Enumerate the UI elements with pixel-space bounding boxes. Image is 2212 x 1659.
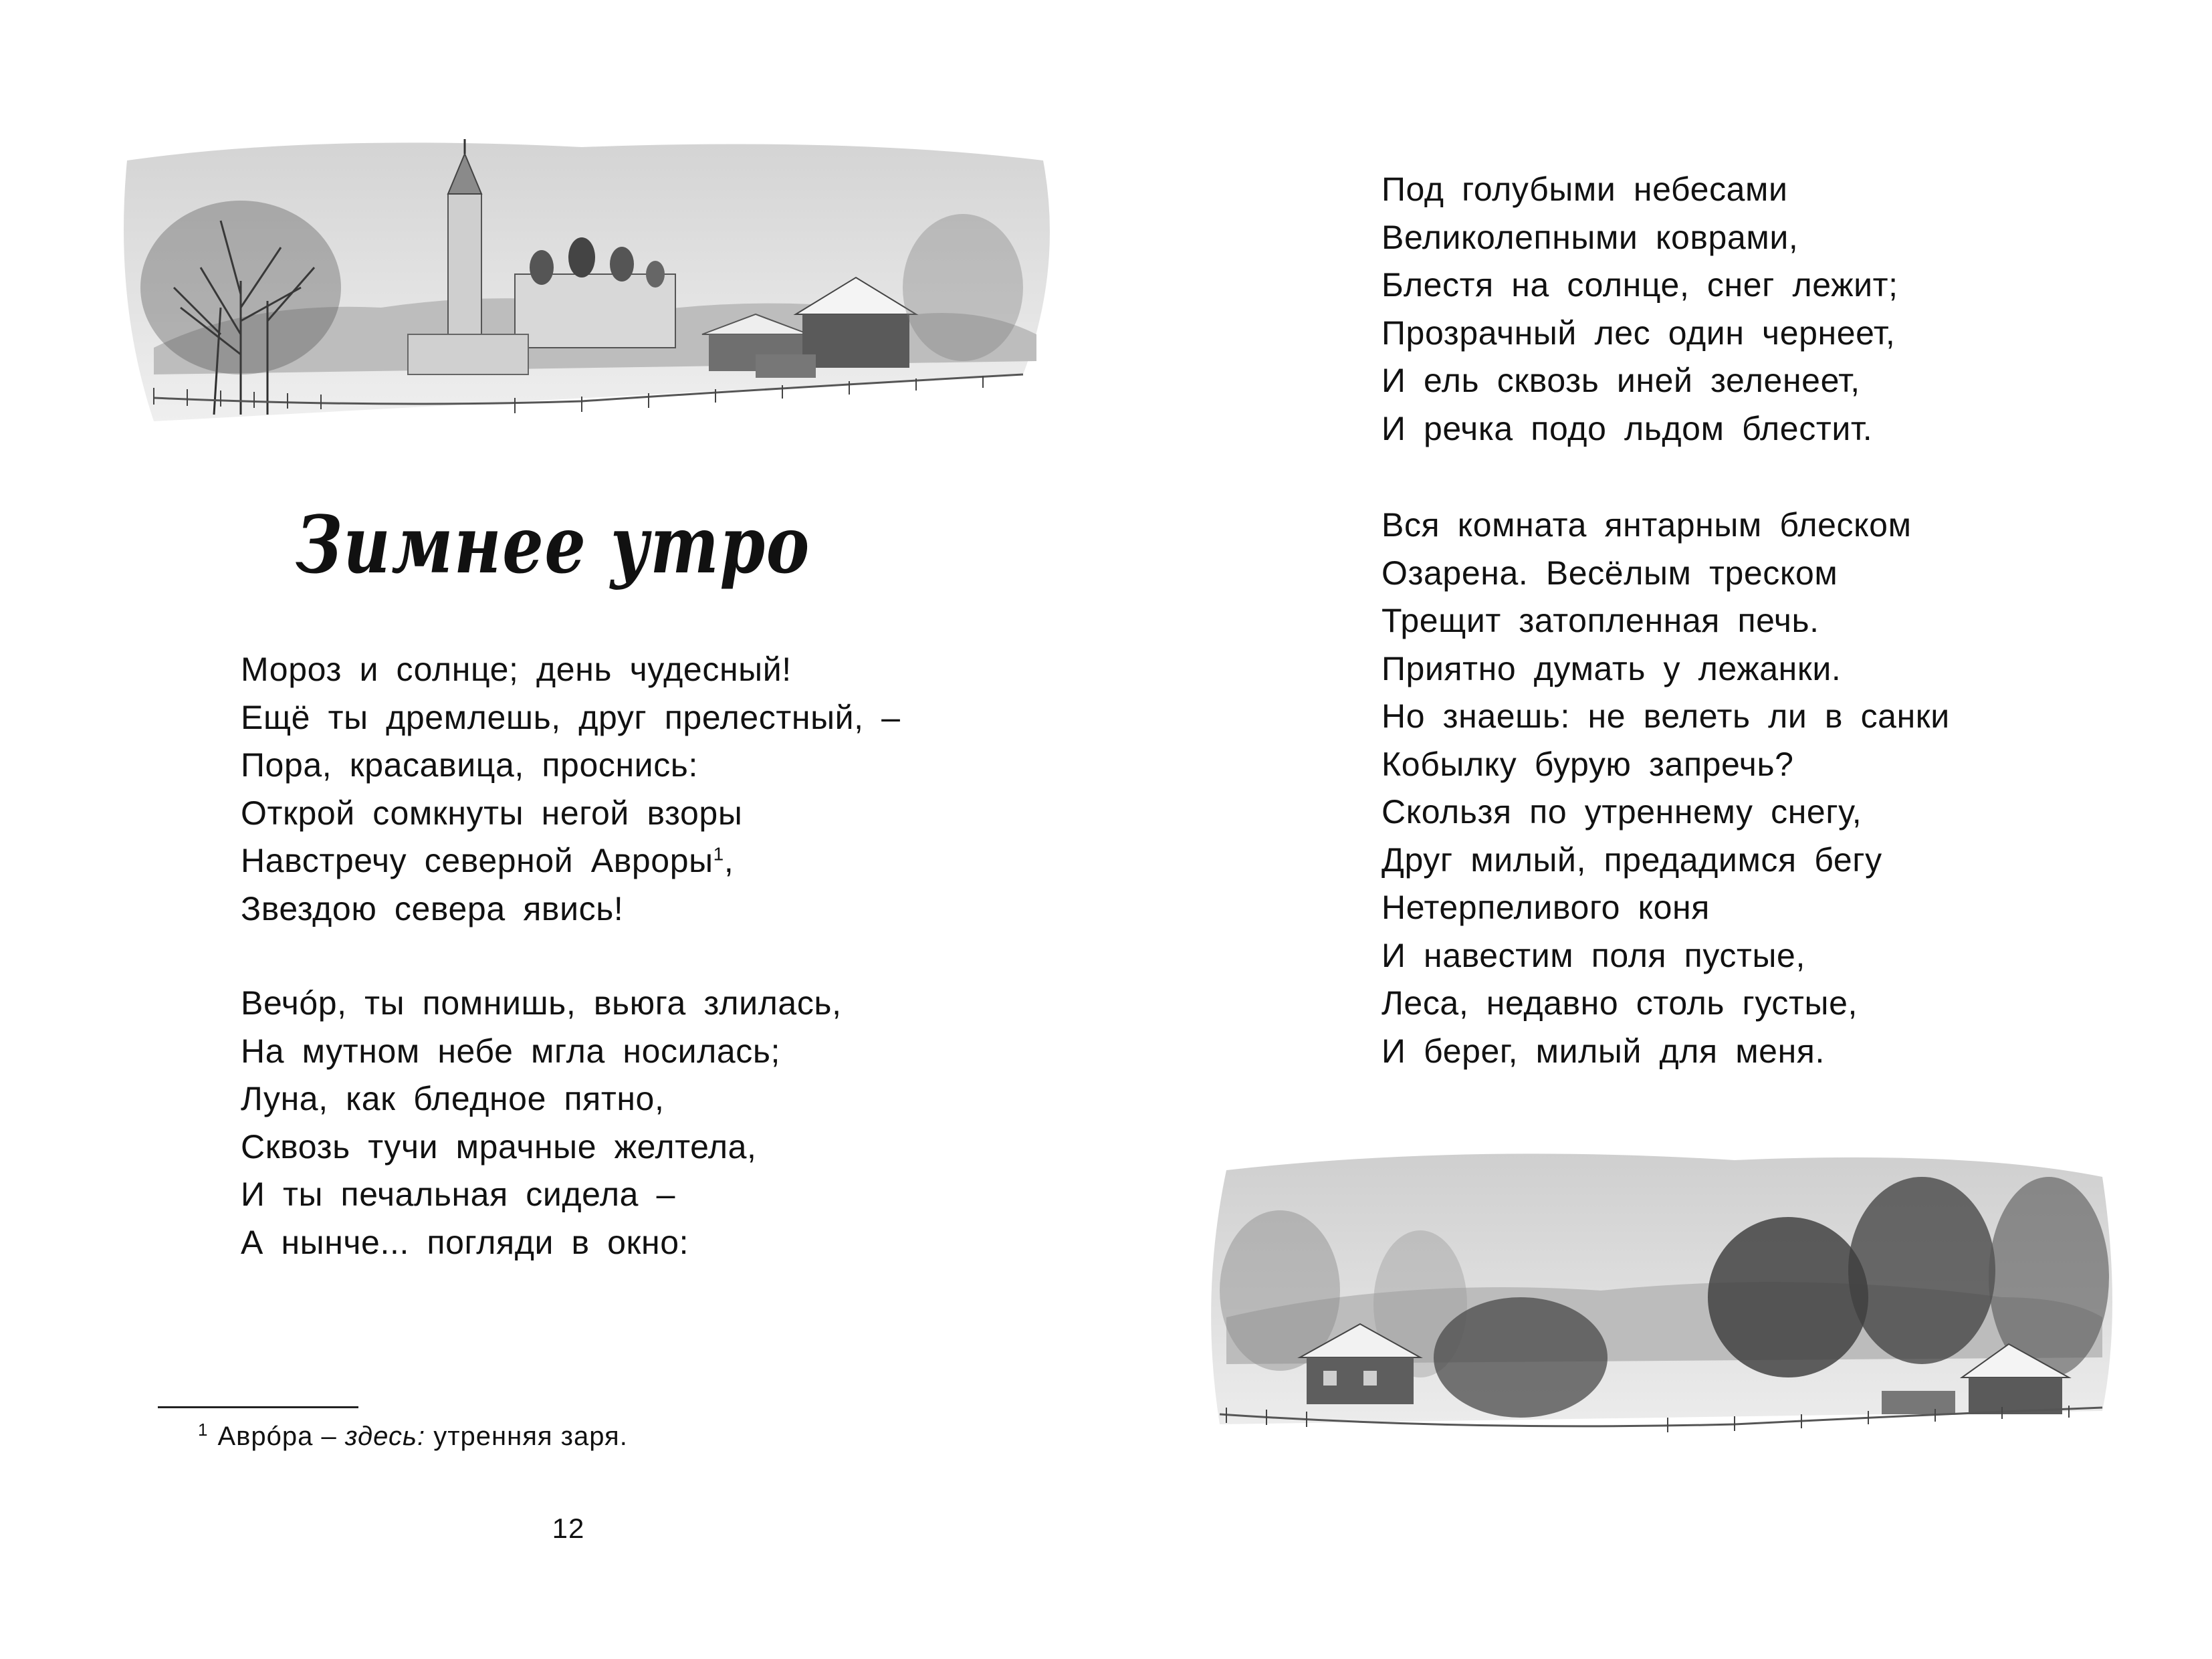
stanza-2-line-5: И ты печальная сидела –: [241, 1176, 675, 1213]
footnote-divider: [158, 1406, 358, 1408]
stanza-2-line-2: На мутном небе мгла носилась;: [241, 1032, 781, 1070]
stanza-2-line-6: А нынче... погляди в окно:: [241, 1223, 689, 1261]
stanza-1-line-4: Открой сомкнуты негой взоры: [241, 794, 743, 832]
stanza-4: [1381, 502, 1950, 1075]
stanza-4-line-3: Трещит затопленная печь.: [1381, 602, 1819, 639]
page-number: 12: [552, 1513, 585, 1544]
stanza-2-line-1: Вечóр, ты помнишь, вьюга злилась,: [241, 984, 842, 1022]
stanza-4-line-9: Нетерпеливого коня: [1381, 889, 1710, 926]
footnote: [198, 1416, 628, 1456]
winter-houses-drawing: [1200, 1143, 2122, 1471]
stanza-1-line-5-text: Навстречу северной Авроры: [241, 842, 713, 879]
stanza-4-line-6: Кобылку бурую запречь?: [1381, 745, 1794, 783]
stanza-2-line-3: Луна, как бледное пятно,: [241, 1080, 665, 1117]
stanza-1: [241, 646, 901, 933]
stanza-1-line-6: Звездою севера явись!: [241, 889, 624, 927]
stanza-4-line-5: Но знаешь: не велеть ли в санки: [1381, 697, 1950, 735]
winter-village-church-drawing: [114, 134, 1063, 448]
stanza-1-line-3: Пора, красавица, проснись:: [241, 746, 698, 784]
stanza-1-line-1: Мороз и солнце; день чудесный!: [241, 651, 792, 688]
stanza-3-line-4: Прозрачный лес один чернеет,: [1381, 314, 1896, 352]
winter-village-church-illustration: [114, 134, 1063, 448]
stanza-3-line-2: Великолепными коврами,: [1381, 218, 1799, 256]
footnote-term: Аврóра: [217, 1422, 314, 1451]
footnote-text: утренняя заря.: [433, 1422, 628, 1451]
stanza-1-line-5: Навстречу северной Авроры$^1$,: [241, 842, 734, 879]
poem-title: Зимнее утро: [296, 498, 810, 591]
stanza-3-line-5: И ель сквозь иней зеленеет,: [1381, 362, 1860, 399]
stanza-2-line-4: Сквозь тучи мрачные желтела,: [241, 1127, 757, 1166]
stanza-3-line-1: Под голубыми небесами: [1381, 171, 1788, 208]
footnote-dash: –: [321, 1422, 337, 1451]
footnote-label: здесь:: [344, 1422, 426, 1451]
stanza-3: [1381, 166, 1898, 453]
stanza-1-line-2: Ещё ты дремлешь, друг прелестный, –: [241, 698, 901, 736]
stanza-4-line-8: Друг милый, предадимся бегу: [1381, 841, 1882, 879]
right-page: [1106, 0, 2212, 1659]
stanza-4-line-7: Скользя по утреннему снегу,: [1381, 793, 1862, 831]
stanza-3-line-3: Блестя на солнце, снег лежит;: [1381, 266, 1898, 304]
stanza-4-line-12: И берег, милый для меня.: [1381, 1032, 1825, 1070]
stanza-4-line-4: Приятно думать у лежанки.: [1381, 649, 1842, 687]
stanza-4-line-11: Леса, недавно столь густые,: [1381, 984, 1858, 1022]
stanza-4-line-1: Вся комната янтарным блеском: [1381, 506, 1912, 544]
footnote-reference-mark: 1: [713, 843, 724, 865]
stanza-2: [241, 980, 842, 1266]
footnote-number: 1: [198, 1419, 209, 1440]
stanza-4-line-10: И навестим поля пустые,: [1381, 936, 1805, 974]
stanza-3-line-6: И речка подо льдом блестит.: [1381, 409, 1873, 447]
winter-houses-illustration: [1200, 1143, 2122, 1471]
stanza-4-line-2: Озарена. Весёлым треском: [1381, 554, 1838, 592]
